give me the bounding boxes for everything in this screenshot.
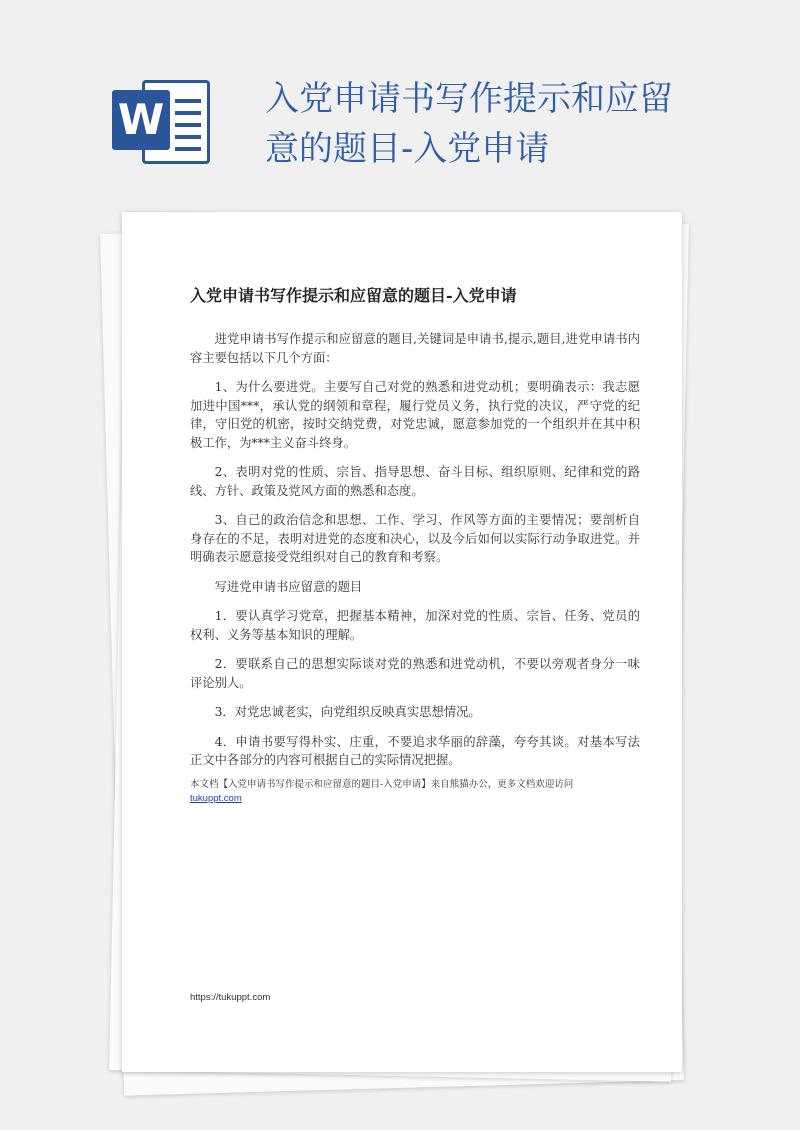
page-body (190, 330, 640, 781)
paragraph: 3、自己的政治信念和思想、工作、学习、作风等方面的主要情况；要剖析自身存在的不足，表明对进党的态度和决心，以及今后如何以实际行动争取进党。并明确表示愿意接受党组织对自己的教育和考察。 (190, 513, 640, 564)
section-heading: 写进党申请书应留意的题目 (214, 579, 363, 594)
paragraph: 1、为什么要进党。主要写自己对党的熟悉和进党动机；要明确表示：我志愿加进中国***，承认党的纲领和章程，履行党员义务，执行党的决议，严守党的纪律，守旧党的机密，按时交纳党费，对党忠诚，愿意参加党的一个组织并在其中积极工作，为***主义奋斗终身。 (190, 380, 640, 450)
paragraph: 2．要联系自己的思想实际谈对党的熟悉和进党动机，不要以旁观者身分一味评论别人。 (190, 657, 640, 690)
paragraph: 2、表明对党的性质、宗旨、指导思想、奋斗目标、组织原则、纪律和党的路线、方针、政策及党风方面的熟悉和态度。 (190, 465, 640, 498)
page-footer-url: https://tukuppt.com (190, 992, 271, 1003)
source-note (190, 778, 640, 806)
preview-header (0, 0, 800, 210)
word-badge: W (112, 90, 170, 150)
source-note-text: 本文档【入党申请书写作提示和应留意的题目-入党申请】来自熊猫办公，更多文档欢迎访问 (190, 779, 574, 790)
document-page (122, 212, 682, 1072)
source-link[interactable]: tukuppt.com (190, 793, 242, 804)
word-document-icon (112, 76, 212, 168)
intro-paragraph: 进党申请书写作提示和应留意的题目,关键词是申请书,提示,题目,进党申请书内容主要包括以下几个方面： (190, 332, 640, 365)
document-title: 入党申请书写作提示和应留意的题目-入党申请 (265, 79, 673, 169)
paragraph: 4．申请书要写得朴实、庄重，不要追求华丽的辞藻，夸夸其谈。对基本写法正文中各部分的内容可根据自己的实际情况把握。 (190, 734, 640, 767)
paragraph: 3．对党忠诚老实，向党组织反映真实思想情况。 (214, 705, 481, 719)
paragraph: 1．要认真学习党章，把握基本精神，加深对党的性质、宗旨、任务、党员的权利、义务等基本知识的理解。 (190, 609, 640, 642)
page-title: 入党申请书写作提示和应留意的题目-入党申请 (190, 286, 517, 305)
